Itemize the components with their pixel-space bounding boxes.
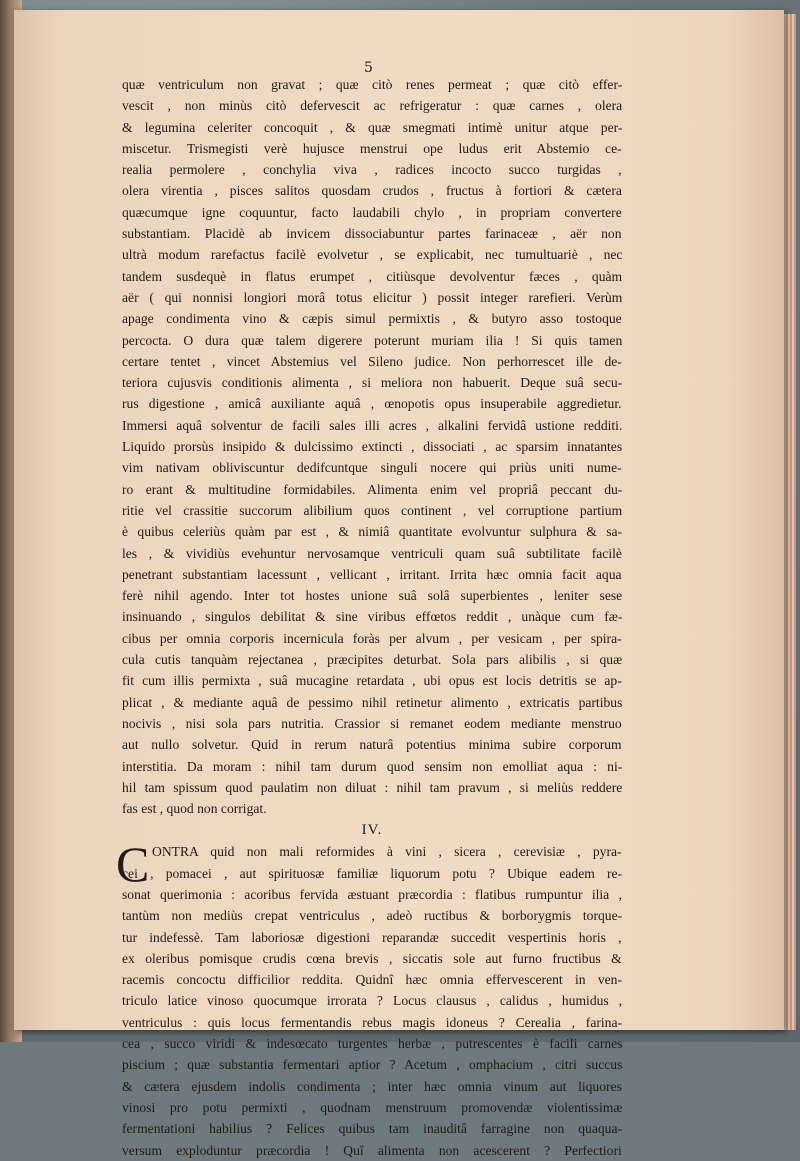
drop-cap: C [116,836,150,893]
text-line-content: apage condimenta vino & cæpis simul permixtis , & butyro asso tostoque [122,311,622,327]
text-line [122,1076,622,1097]
text-line-content: fit cum illis permixta , suâ mucagine retardata , ubi opus est locis detritis se ap- [122,673,622,689]
text-line-content: cea , succo viridi & indesœcato turgentes herbæ , putrescentes è facili carnes [122,1036,623,1052]
text-line-content: cei , pomacei , aut spirituosæ familiæ liquorum potu ? Ubique eadem re- [122,865,623,881]
text-line-content: fermentationi habilius ? Felices quibus tam inauditâ farragine non quaqua- [122,1121,623,1137]
text-line [122,1118,622,1139]
text-line-content: tur indefessè. Tam laboriosæ digestioni reparandæ succedit vespertinis horis , [122,929,622,945]
paragraph-2-lines [122,863,622,1161]
text-line [122,606,622,627]
text-line-content: quæ ventriculum non gravat ; quæ citò renes permeat ; quæ citò effer- [122,77,623,92]
text-line-content: ventriculus : quis locus fermentandis rebus magis idoneus ? Cerealia , farina- [122,1014,623,1030]
text-line [122,1097,622,1118]
paragraph-2 [116,836,623,1160]
text-line-content: sonat querimonia : acoribus fervida æstuant præcordia : flatibus rumpuntur ilia , [122,886,622,902]
text-line-content: certare tentet , vincet Abstemius vel Sileno judice. Non perhorrescet ille de- [122,353,622,369]
text-line [122,372,622,393]
page-number: 5 [364,60,373,76]
text-line-content: piscium ; quæ substantia fermentari aptior ? Acetum , omphacium , citri succus [122,1057,623,1073]
text-line [122,756,622,777]
text-line [122,1140,622,1161]
paragraph-1 [122,74,622,819]
text-line-content: vim nativam obliviscuntur dedifcuntque singuli nocere qui priùs uniti nume- [122,460,622,476]
text-line-content: cibus per omnia corporis incernicula foràs per alvum , per vesicam , per spira- [122,630,622,646]
text-line [122,884,622,905]
text-line [122,393,622,414]
text-line [122,927,622,948]
text-line [122,841,622,862]
text-line [122,1054,622,1075]
text-line-content: versum exploduntur præcordia ! Quî alimenta non acescerent ? Perfectiori [122,1142,622,1158]
text-line-content: tantùm non mediùs crepat ventriculus , adeò ructibus & borborygmis torque- [122,908,623,924]
text-line [122,436,622,457]
text-line-content: quæcumque igne coquuntur, facto laudabili chylo , in propriam convertere [122,204,622,220]
text-line-content: teriora cujusvis conditionis alimenta , si meliora non habuerit. Deque suâ secu- [122,375,623,391]
text-line [122,330,622,351]
text-line [122,117,622,138]
text-line [122,649,622,670]
text-line [122,287,622,308]
text-line-content: penetrant substantiam lacessunt , vellicant , irritant. Irrita hæc omnia facit aqua [122,566,622,582]
text-line-content: fas est , quod non corrigat. [122,801,267,817]
text-line [122,692,622,713]
text-line-content: hil tam spissum quod paulatim non diluat : nihil tam pravum , si meliùs reddere [122,779,623,795]
text-line-content: ultrà modum rarefactus facilè evolvetur , se explicabit, nec tumultuariè , nec [122,247,623,263]
text-line [122,138,622,159]
text-line-content: ONTRA quid non mali reformides à vini , sicera , cerevisiæ , pyra- [152,844,622,860]
text-line [122,521,622,542]
text-line [122,585,622,606]
text-line-content: interstitia. Da moram : nihil tam durum quod sensim non emolliat aqua : ni- [122,758,623,774]
text-line [122,1033,622,1054]
text-line [122,202,622,223]
text-line [122,244,622,265]
text-line-content: les , & vividiùs evehuntur nervosamque ventriculi quam suâ subtilitate facilè [122,545,622,561]
text-line [122,798,622,819]
text-line [122,223,622,244]
text-line-content: realia permolere , conchylia viva , radices incocto succo turgidas , [122,162,622,178]
text-line [122,713,622,734]
text-line [122,1012,622,1033]
text-line [122,969,622,990]
text-block [116,74,623,1161]
text-line-content: rus digestione , amicâ auxiliante aquâ , œnopotis opus insuperabile aggredietur. [122,396,622,412]
text-line-content: ex oleribus pomisque crudis cœna brevis , siccatis sole aut furno fructibus & [122,950,622,966]
section-heading: IV. [361,822,383,839]
text-line [122,95,622,116]
text-line-content: cula cutis tanquàm rejectanea , præcipites deturbat. Sola pars alibilis , si quæ [122,652,623,668]
text-line [122,564,622,585]
text-line-content: racemis concoctu difficilior reddita. Quidnî hæc omnia effervescerent in ven- [122,972,622,988]
text-line-content: vescit , non minùs citò defervescit ac refrigeratur : quæ carnes , olera [122,98,623,114]
text-line [122,628,622,649]
text-line-content: aut nullo solvetur. Quid in rerum naturâ potentius minima subire corporum [122,737,622,753]
text-line-content: & legumina celeriter concoquit , & quæ smegmati intimè unitur atque per- [122,119,623,135]
text-line [122,415,622,436]
text-line [122,905,622,926]
page-edges [782,14,796,1030]
text-line [122,777,622,798]
text-line-content: percocta. O dura quæ talem digerere poterunt muriam ilia ! Si quis tamen [122,332,623,348]
text-line-content: miscetur. Trismegisti verè hujusce menstrui ope ludus erit Abstemio ce- [122,140,622,156]
text-line-content: tandem susdequè in flatus erumpet , citiùsque devolventur fæces , quàm [122,268,623,284]
text-line-content: aër ( qui nonnisi longiori morâ totus elicitur ) possit integer rarefieri. Verùm [122,289,623,305]
text-line [122,308,622,329]
text-line [122,990,622,1011]
text-line-content: ritie vel crassitie succorum alibilium quos continent , vel corruptione partium [122,502,623,518]
text-line-content: ferè nihil agendo. Inter tot hostes unione suâ solâ superbientes , leniter sese [122,588,623,604]
text-line [122,500,622,521]
text-line [122,543,622,564]
text-line [122,159,622,180]
text-line [122,74,622,95]
text-line-content: vinosi pro potu permixti , quodnam menstruum promovendæ violentissimæ [122,1099,623,1115]
text-line-content: insinuando , singulos debilitat & sine viribus effœtos reddit , unàque cum fæ- [122,609,623,625]
text-line-content: Immersi aquâ solventur de facili sales illi acres , alkalini fervidâ ustione redditi. [122,417,623,433]
text-line [122,863,622,884]
text-line-content: triculo latice vinoso quocumque irrorata ? Locus clausus , calidus , humidus , [122,993,623,1009]
text-line-content: olera virentia , pisces salitos quosdam crudos , fructus à fortiori & cætera [122,183,622,199]
text-line-content: ro erant & multitudine formidabiles. Alimenta enim vel propriâ peccant du- [122,481,623,497]
text-line-content: plicat , & mediante aquâ de pessimo nihil retinetur alimento , extricatis partibus [122,694,623,710]
text-line-content: & cætera ejusdem indolis condimenta ; inter hæc omnia vinum aut liquores [122,1078,622,1094]
text-line [122,479,622,500]
text-line-content: è quibus celeriùs quàm par est , & nimiâ quantitate evolvuntur sulphura & sa- [122,524,623,540]
text-line [122,670,622,691]
text-line [122,457,622,478]
text-line [122,351,622,372]
text-line-content: substantiam. Placidè ab invicem dissociabuntur partes farinaceæ , aër non [122,226,622,242]
text-line-content: nocivis , nisi sola pars nutritia. Crassior si remanet eodem mediante menstruo [122,715,622,731]
text-line [122,266,622,287]
text-line [122,948,622,969]
text-line-content: Liquido prorsùs insipido & dulcissimo extincti , dissociati , ac sparsim innatantes [122,439,623,455]
text-line [122,180,622,201]
text-line [122,734,622,755]
